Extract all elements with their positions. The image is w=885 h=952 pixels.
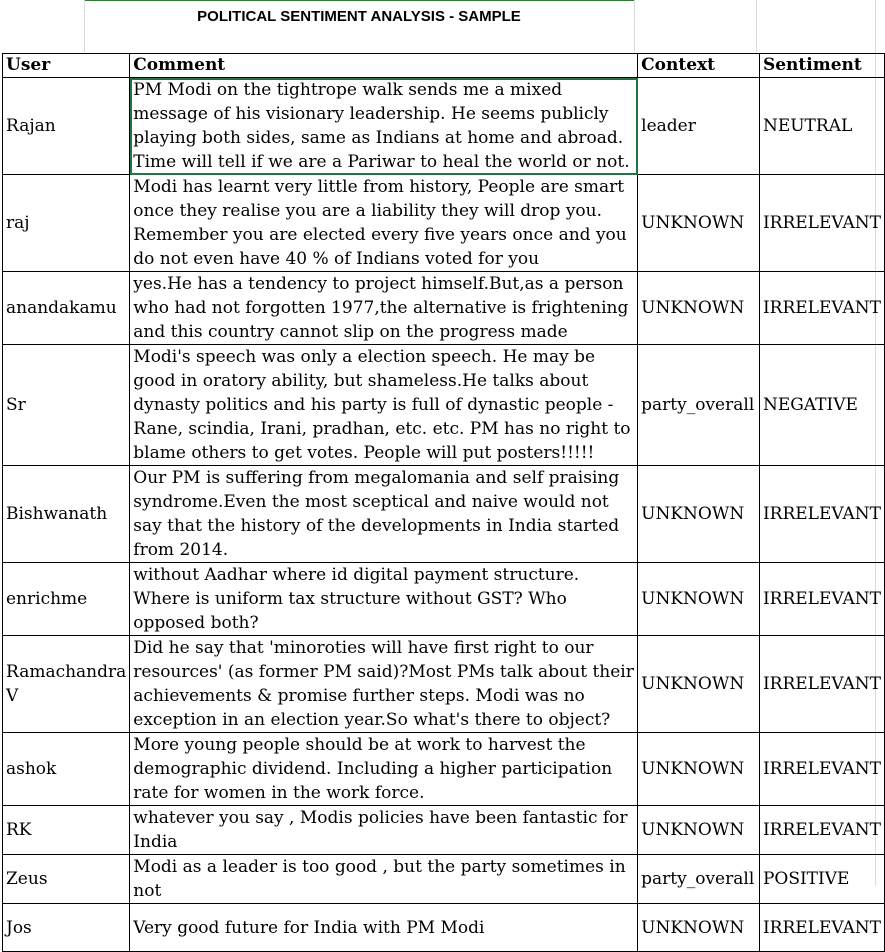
context-cell[interactable]: UNKNOWN xyxy=(638,272,760,345)
table-row xyxy=(3,78,885,175)
column-divider xyxy=(634,0,635,52)
table-row xyxy=(3,806,885,855)
user-cell[interactable]: Ramachandra V xyxy=(3,636,130,733)
user-cell[interactable]: Zeus xyxy=(3,855,130,904)
table-row xyxy=(3,636,885,733)
user-cell[interactable]: Rajan xyxy=(3,78,130,175)
header-row xyxy=(3,54,885,78)
sentiment-cell[interactable]: NEUTRAL xyxy=(759,78,884,175)
table-row xyxy=(3,345,885,466)
comment-cell[interactable]: Our PM is suffering from megalomania and self praising syndrome.Even the most sceptical and naive would not say that the history of the developments in India started from 2014. xyxy=(130,466,638,563)
context-cell[interactable]: UNKNOWN xyxy=(638,466,760,563)
sentiment-cell[interactable]: IRRELEVANT xyxy=(759,636,884,733)
context-cell[interactable]: party_overall xyxy=(638,855,760,904)
context-cell[interactable]: UNKNOWN xyxy=(638,733,760,806)
sentiment-cell[interactable]: IRRELEVANT xyxy=(759,904,884,952)
comment-cell[interactable]: Modi as a leader is too good , but the party sometimes in not xyxy=(130,855,638,904)
comment-cell[interactable]: Did he say that 'minoroties will have first right to our resources' (as former PM said)?Most PMs talk about their achievements & promise further steps. Modi was no exception in an election year.So what's there to object? xyxy=(130,636,638,733)
sentiment-cell[interactable]: IRRELEVANT xyxy=(759,175,884,272)
table-row xyxy=(3,904,885,952)
column-divider xyxy=(84,0,85,52)
user-cell[interactable]: anandakamu xyxy=(3,272,130,345)
table-row xyxy=(3,272,885,345)
context-cell[interactable]: UNKNOWN xyxy=(638,175,760,272)
sentiment-cell[interactable]: IRRELEVANT xyxy=(759,563,884,636)
table-row xyxy=(3,466,885,563)
column-divider xyxy=(756,0,757,52)
header-user[interactable]: User xyxy=(3,54,130,78)
user-cell[interactable]: Jos xyxy=(3,904,130,952)
comment-cell[interactable]: whatever you say , Modis policies have been fantastic for India xyxy=(130,806,638,855)
sentiment-cell[interactable]: IRRELEVANT xyxy=(759,466,884,563)
table-row xyxy=(3,855,885,904)
user-cell[interactable]: Sr xyxy=(3,345,130,466)
context-cell[interactable]: UNKNOWN xyxy=(638,563,760,636)
header-context[interactable]: Context xyxy=(638,54,760,78)
user-cell[interactable]: ashok xyxy=(3,733,130,806)
user-cell[interactable]: RK xyxy=(3,806,130,855)
sentiment-cell[interactable]: NEGATIVE xyxy=(759,345,884,466)
comment-cell[interactable]: More young people should be at work to harvest the demographic dividend. Including a higher participation rate for women in the work force. xyxy=(130,733,638,806)
sentiment-cell[interactable]: IRRELEVANT xyxy=(759,806,884,855)
context-cell[interactable]: party_overall xyxy=(638,345,760,466)
table-row xyxy=(3,733,885,806)
comment-cell[interactable]: PM Modi on the tightrope walk sends me a mixed message of his visionary leadership. He seems publicly playing both sides, same as Indians at home and abroad. Time will tell if we are a Pariwar to heal the world or not. xyxy=(130,78,638,175)
comment-cell[interactable]: without Aadhar where id digital payment structure. Where is uniform tax structure without GST? Who opposed both? xyxy=(130,563,638,636)
sentiment-cell[interactable]: IRRELEVANT xyxy=(759,733,884,806)
table-row xyxy=(3,563,885,636)
context-cell[interactable]: UNKNOWN xyxy=(638,636,760,733)
sentiment-table xyxy=(2,53,885,952)
user-cell[interactable]: Bishwanath xyxy=(3,466,130,563)
comment-cell[interactable]: Modi's speech was only a election speech. He may be good in oratory ability, but shameless.He talks about dynasty politics and his party is full of dynastic people - Rane, scindia, Irani, pradhan, etc. etc. PM has no right to blame others to get votes. People will put posters!!!!! xyxy=(130,345,638,466)
comment-cell[interactable]: Modi has learnt very little from history, People are smart once they realise you are a liability they will drop you. Remember you are elected every five years once and you do not even have 40 % of Indians voted for you xyxy=(130,175,638,272)
comment-cell[interactable]: Very good future for India with PM Modi xyxy=(130,904,638,952)
user-cell[interactable]: enrichme xyxy=(3,563,130,636)
sentiment-cell[interactable]: POSITIVE xyxy=(759,855,884,904)
context-cell[interactable]: UNKNOWN xyxy=(638,904,760,952)
user-cell[interactable]: raj xyxy=(3,175,130,272)
sentiment-cell[interactable]: IRRELEVANT xyxy=(759,272,884,345)
table-row xyxy=(3,175,885,272)
context-cell[interactable]: leader xyxy=(638,78,760,175)
header-comment[interactable]: Comment xyxy=(130,54,638,78)
header-sentiment[interactable]: Sentiment xyxy=(759,54,884,78)
context-cell[interactable]: UNKNOWN xyxy=(638,806,760,855)
sheet-title: POLITICAL SENTIMENT ANALYSIS - SAMPLE xyxy=(84,0,634,33)
comment-cell[interactable]: yes.He has a tendency to project himself.But,as a person who had not forgotten 1977,the alternative is frightening and this country cannot slip on the progress made xyxy=(130,272,638,345)
